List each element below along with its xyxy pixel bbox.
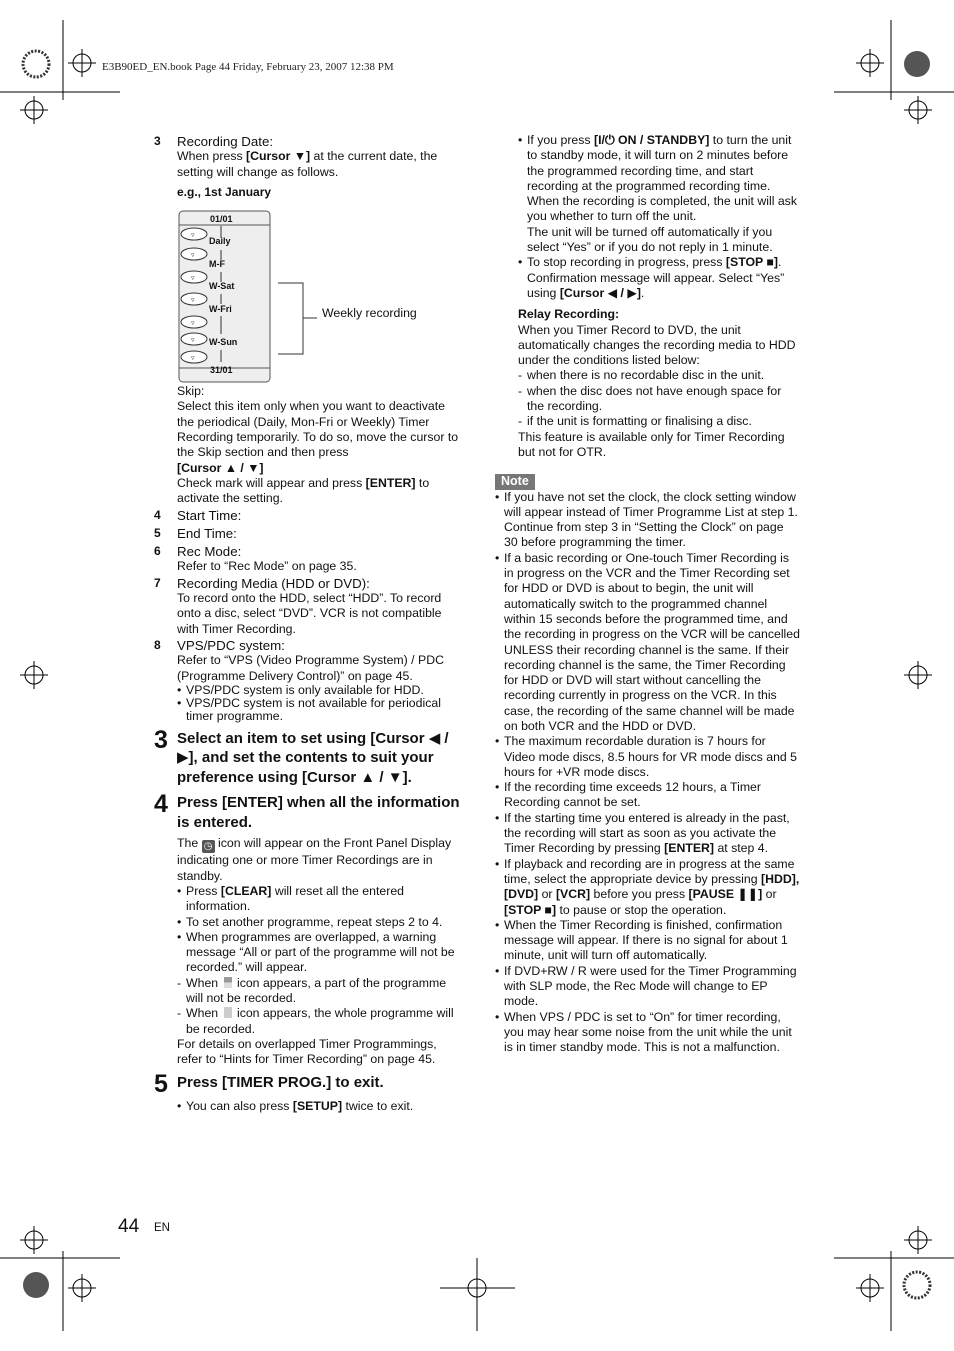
note-5: • If the starting time you entered is already in the past, the recording will start as soon as you activate the Timer Recording by pressing [ENTER] at step 4. bbox=[495, 810, 790, 856]
book-header: E3B90ED_EN.book Page 44 Friday, February 23, 2007 12:38 PM bbox=[102, 61, 394, 73]
step-4: 4 Press [ENTER] when all the information is entered. bbox=[154, 790, 460, 831]
step-4-p2: For details on overlapped Timer Programmings, refer to “Hints for Timer Recording” on page 45. bbox=[177, 1036, 437, 1067]
example-label: e.g., 1st January bbox=[177, 184, 272, 199]
step-4-bullet-3: • When programmes are overlapped, a warning message “All or part of the programme will not be recorded.” will appear. bbox=[177, 929, 455, 975]
skip-desc: Select this item only when you want to deactivate the periodical (Daily, Mon-Fri or Weekly) Timer Recording temporarily. To do so, move the cursor to the Skip section and then press bbox=[177, 399, 459, 460]
step-5: 5 Press [TIMER PROG.] to exit. bbox=[154, 1070, 384, 1099]
diagram-label-wsat: W-Sat bbox=[209, 281, 235, 292]
item-6-desc: Refer to “Rec Mode” on page 35. bbox=[177, 559, 357, 574]
item-8-bullet-1: • VPS/PDC system is only available for HDD. bbox=[177, 682, 424, 697]
relay-dash-1: - when there is no recordable disc in the unit. bbox=[518, 368, 765, 383]
item-8-bullet-2: • VPS/PDC system is not available for periodical timer programme. bbox=[177, 695, 441, 723]
svg-text:▿: ▿ bbox=[191, 232, 195, 240]
right-column bbox=[495, 133, 800, 1056]
skip-check: Check mark will appear and press [ENTER] to activate the setting. bbox=[177, 475, 430, 506]
step-4-bullet-2: • To set another programme, repeat steps 2 to 4. bbox=[177, 914, 443, 929]
step-5-bullet: • You can also press [SETUP] twice to exit. bbox=[177, 1099, 414, 1114]
note-6: • If playback and recording are in progress at the same time, select the appropriate device by pressing [HDD], [DVD] or [VCR] before you press [PAUSE ❚❚] or [STOP ■] to pause or stop the operation. bbox=[495, 856, 800, 917]
page-language: EN bbox=[154, 1222, 170, 1234]
diagram-label-daily: Daily bbox=[209, 236, 231, 247]
item-7-desc: To record onto the HDD, select “HDD”. To record onto a disc, select “DVD”. VCR is not compatible with Timer Recording. bbox=[177, 591, 442, 636]
item-7: 7 Recording Media (HDD or DVD): bbox=[154, 575, 370, 591]
note-8: • If DVD+RW / R were used for the Timer Programming with SLP mode, the Rec Mode will change to EP mode. bbox=[495, 963, 797, 1009]
diagram-bottom-date: 31/01 bbox=[210, 365, 233, 376]
stop-bullet: • To stop recording in progress, press [STOP ■]. Confirmation message will appear. Select “Yes” using [Cursor ◀ / ▶]. bbox=[518, 255, 785, 300]
weekly-recording-callout: Weekly recording bbox=[322, 306, 417, 321]
relay-dash-2: - when the disc does not have enough space for the recording. bbox=[518, 383, 782, 414]
item-3: 3 Recording Date: bbox=[154, 134, 274, 149]
item-8-desc: Refer to “VPS (Video Programme System) / PDC (Programme Delivery Control)” on page 45. bbox=[177, 653, 444, 683]
item-5: 5 End Time: bbox=[154, 525, 237, 541]
svg-text:▿: ▿ bbox=[191, 297, 195, 305]
svg-text:▿: ▿ bbox=[191, 252, 195, 260]
relay-dash-3: - if the unit is formatting or finalising a disc. bbox=[518, 414, 752, 429]
diagram-label-mf: M-F bbox=[209, 259, 225, 270]
note-4: • If the recording time exceeds 12 hours, a Timer Recording cannot be set. bbox=[495, 780, 761, 810]
relay-title: Relay Recording: bbox=[518, 307, 620, 322]
note-header bbox=[495, 474, 800, 489]
full-overlap-icon bbox=[224, 1007, 232, 1018]
note-9: • When VPS / PDC is set to “On” for timer recording, you may hear some noise from the unit while the unit is in timer standby mode. This is not a malfunction. bbox=[495, 1009, 792, 1055]
relay-desc: When you Timer Record to DVD, the unit automatically changes the recording media to HDD under the conditions listed below: bbox=[518, 322, 796, 368]
page-number: 44 bbox=[118, 1216, 140, 1237]
timer-icon: ◷ bbox=[202, 840, 215, 853]
diagram-top-date: 01/01 bbox=[210, 214, 233, 225]
standby-bullet: • If you press [I/⏻ ON / STANDBY] to turn the unit to standby mode, it will turn on 2 minutes before the programmed recording time, and start recording at the programmed recording time. When the recording is completed, the unit will ask you whether to turn off the unit. The unit will be turned off automatically if you select “Yes” or if you do not reply in 1 minute. bbox=[518, 133, 797, 255]
recording-date-diagram bbox=[177, 204, 477, 384]
skip-cursor: [Cursor ▲ / ▼] bbox=[177, 460, 264, 475]
step-3: 3 Select an item to set using [Cursor ◀ / ▶], and set the contents to suit your preference using [Cursor ▲ / ▼]. bbox=[154, 725, 449, 786]
partial-overlap-icon bbox=[224, 977, 232, 988]
svg-text:▿: ▿ bbox=[191, 320, 195, 328]
item-8: 8 VPS/PDC system: bbox=[154, 637, 285, 653]
item-3-desc: When press [Cursor ▼] at the current date, the setting will change as follows. bbox=[177, 149, 438, 179]
svg-text:▿: ▿ bbox=[191, 275, 195, 283]
step-4-p1: The ◷ icon will appear on the Front Panel Display indicating one or more Timer Recordings are in standby. bbox=[177, 836, 452, 883]
note-3: • The maximum recordable duration is 7 hours for Video mode discs, 8.5 hours for VR mode discs and 5 hours for +VR mode discs. bbox=[495, 734, 798, 779]
item-6: 6 Rec Mode: bbox=[154, 544, 242, 560]
diagram-label-wfri: W-Fri bbox=[209, 304, 232, 315]
svg-text:▿: ▿ bbox=[191, 337, 195, 345]
step-4-bullet-1: • Press [CLEAR] will reset all the entered information. bbox=[177, 883, 405, 914]
item-4: 4 Start Time: bbox=[154, 507, 242, 523]
note-badge: Note bbox=[495, 474, 535, 489]
note-7: • When the Timer Recording is finished, confirmation message will appear. If there is no signal for about 1 minute, unit will turn off automatically. bbox=[495, 917, 788, 963]
note-2: • If a basic recording or One-touch Timer Recording is in progress on the VCR and the Timer Recording set for HDD or DVD is about to begin, the unit will automatically switch to the programmed channel within 15 seconds before the programmed time, and the recording in progress on the VCR will be cancelled UNLESS their recording channel is the same. If their recording channel is the same, the Timer Recording for HDD or DVD will start without cancelling the recording currently in progress on the VCR. In this case, the recording of the same channel will be made on both VCR and the HDD or DVD. bbox=[495, 550, 800, 733]
diagram-label-wsun: W-Sun bbox=[209, 337, 238, 348]
step-4-dash-1: - When icon appears, a part of the programme will not be recorded. bbox=[177, 975, 447, 1005]
note-1: • If you have not set the clock, the clock setting window will appear instead of Timer Programme List at step 1. Continue from step 3 in “Setting the Clock” on page 30 before programming the timer. bbox=[495, 489, 798, 550]
svg-text:▿: ▿ bbox=[191, 355, 195, 363]
step-4-dash-2: - When icon appears, the whole programme will be recorded. bbox=[177, 1006, 454, 1036]
skip-title: Skip: bbox=[177, 384, 205, 399]
left-column bbox=[154, 133, 464, 1115]
relay-foot: This feature is available only for Timer Recording but not for OTR. bbox=[518, 429, 785, 459]
